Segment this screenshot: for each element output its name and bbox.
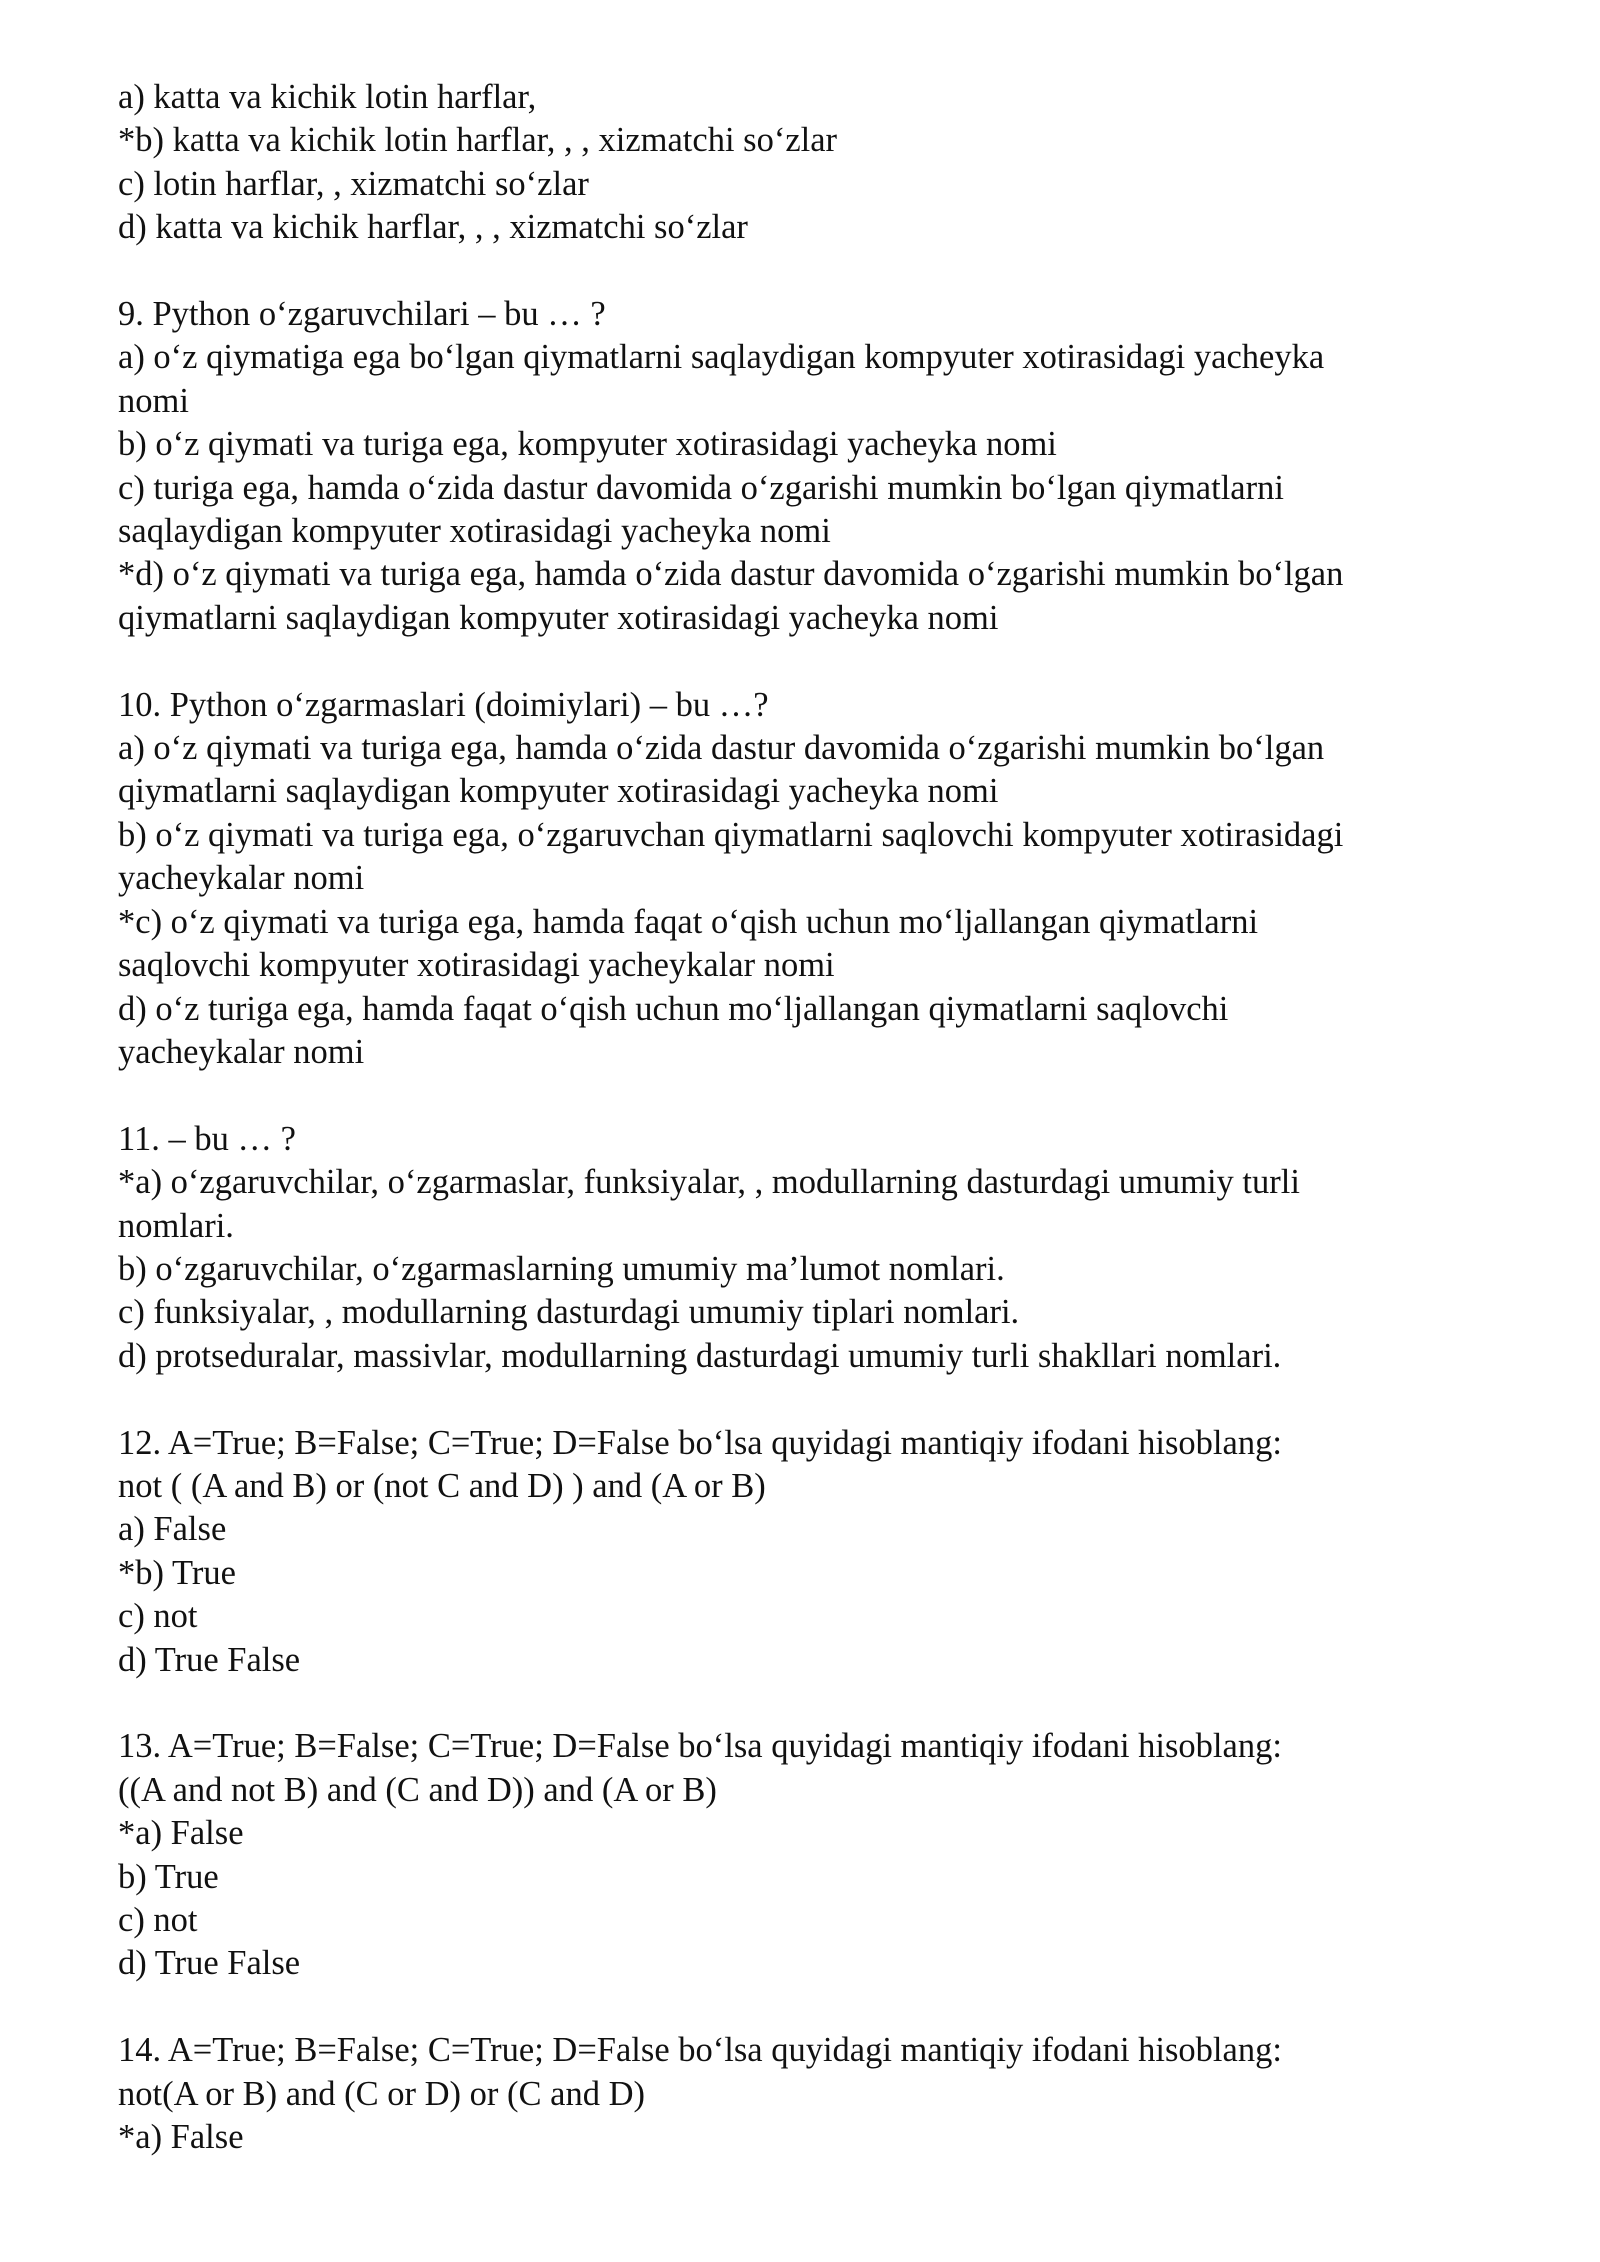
question-text: 9. Python o‘zgaruvchilari – bu … ? bbox=[118, 295, 606, 334]
text-line: a) False bbox=[118, 1510, 227, 1549]
text-line: *a) o‘zgaruvchilar, o‘zgarmaslar, funksiyalar, , modullarning dasturdagi umumiy turli bbox=[118, 1163, 1300, 1202]
text-line: c) funksiyalar, , modullarning dasturdagi umumiy tiplari nomlari. bbox=[118, 1293, 1020, 1332]
text-line: yacheykalar nomi bbox=[118, 859, 365, 898]
text-line: d) o‘z turiga ega, hamda faqat o‘qish uchun mo‘ljallangan qiymatlarni saqlovchi bbox=[118, 989, 1229, 1028]
text-line: c) not bbox=[118, 1597, 198, 1636]
text-line: d) protseduralar, massivlar, modullarning dasturdagi umumiy turli shakllari nomlari. bbox=[118, 1336, 1282, 1375]
text-line: a) o‘z qiymatiga ega bo‘lgan qiymatlarni saqlaydigan kompyuter xotirasidagi yacheyka bbox=[118, 338, 1325, 377]
question-block bbox=[118, 293, 1498, 640]
text-line: not ( (A and B) or (not C and D) ) and (A or B) bbox=[118, 1466, 766, 1505]
question-text: 14. A=True; B=False; C=True; D=False bo‘lsa quyidagi mantiqiy ifodani hisoblang: bbox=[118, 2031, 1282, 2070]
question-text: 13. A=True; B=False; C=True; D=False bo‘lsa quyidagi mantiqiy ifodani hisoblang: bbox=[118, 1727, 1282, 1766]
text-line: qiymatlarni saqlaydigan kompyuter xotirasidagi yacheyka nomi bbox=[118, 772, 999, 811]
text-line: d) katta va kichik harflar, , , xizmatchi so‘zlar bbox=[118, 208, 748, 247]
text-line: saqlaydigan kompyuter xotirasidagi yacheyka nomi bbox=[118, 512, 831, 551]
question-text: 11. – bu … ? bbox=[118, 1119, 296, 1158]
text-line: *b) katta va kichik lotin harflar, , , xizmatchi so‘zlar bbox=[118, 121, 838, 160]
question-block bbox=[118, 1725, 1498, 1985]
text-line: a) katta va kichik lotin harflar, bbox=[118, 78, 537, 116]
text-line: saqlovchi kompyuter xotirasidagi yacheykalar nomi bbox=[118, 946, 835, 985]
text-line: c) not bbox=[118, 1900, 198, 1939]
text-line: ((A and not B) and (C and D)) and (A or B) bbox=[118, 1770, 717, 1809]
question-block bbox=[118, 1118, 1498, 1378]
text-line: *d) o‘z qiymati va turiga ega, hamda o‘zida dastur davomida o‘zgarishi mumkin bo‘lgan bbox=[118, 555, 1344, 594]
text-line: yacheykalar nomi bbox=[118, 1032, 365, 1071]
text-line: not(A or B) and (C or D) or (C and D) bbox=[118, 2074, 645, 2113]
document-page bbox=[118, 76, 1498, 2203]
text-line: nomlari. bbox=[118, 1206, 234, 1245]
text-line: d) True False bbox=[118, 1944, 301, 1983]
text-line: *c) o‘z qiymati va turiga ega, hamda faqat o‘qish uchun mo‘ljallangan qiymatlarni bbox=[118, 902, 1259, 941]
text-line: *a) False bbox=[118, 2118, 244, 2156]
question-text: 12. A=True; B=False; C=True; D=False bo‘lsa quyidagi mantiqiy ifodani hisoblang: bbox=[118, 1423, 1282, 1462]
text-line: b) o‘z qiymati va turiga ega, o‘zgaruvchan qiymatlarni saqlovchi kompyuter xotirasidagi bbox=[118, 815, 1344, 854]
question-text: 10. Python o‘zgarmaslari (doimiylari) – bu …? bbox=[118, 685, 769, 724]
question-block bbox=[118, 2029, 1498, 2159]
text-line: b) o‘zgaruvchilar, o‘zgarmaslarning umumiy ma’lumot nomlari. bbox=[118, 1249, 1005, 1288]
text-line: *b) True bbox=[118, 1553, 236, 1592]
question-block bbox=[118, 1422, 1498, 1682]
text-line: qiymatlarni saqlaydigan kompyuter xotirasidagi yacheyka nomi bbox=[118, 598, 999, 637]
text-line: c) lotin harflar, , xizmatchi so‘zlar bbox=[118, 164, 589, 203]
text-line: d) True False bbox=[118, 1640, 301, 1679]
text-line: a) o‘z qiymati va turiga ega, hamda o‘zida dastur davomida o‘zgarishi mumkin bo‘lgan bbox=[118, 729, 1325, 768]
text-line: nomi bbox=[118, 381, 189, 420]
question-block bbox=[118, 76, 1498, 250]
text-line: b) True bbox=[118, 1857, 219, 1896]
question-block bbox=[118, 684, 1498, 1075]
text-line: *a) False bbox=[118, 1814, 244, 1853]
text-line: b) o‘z qiymati va turiga ega, kompyuter xotirasidagi yacheyka nomi bbox=[118, 425, 1057, 464]
text-line: c) turiga ega, hamda o‘zida dastur davomida o‘zgarishi mumkin bo‘lgan qiymatlarni bbox=[118, 468, 1284, 507]
